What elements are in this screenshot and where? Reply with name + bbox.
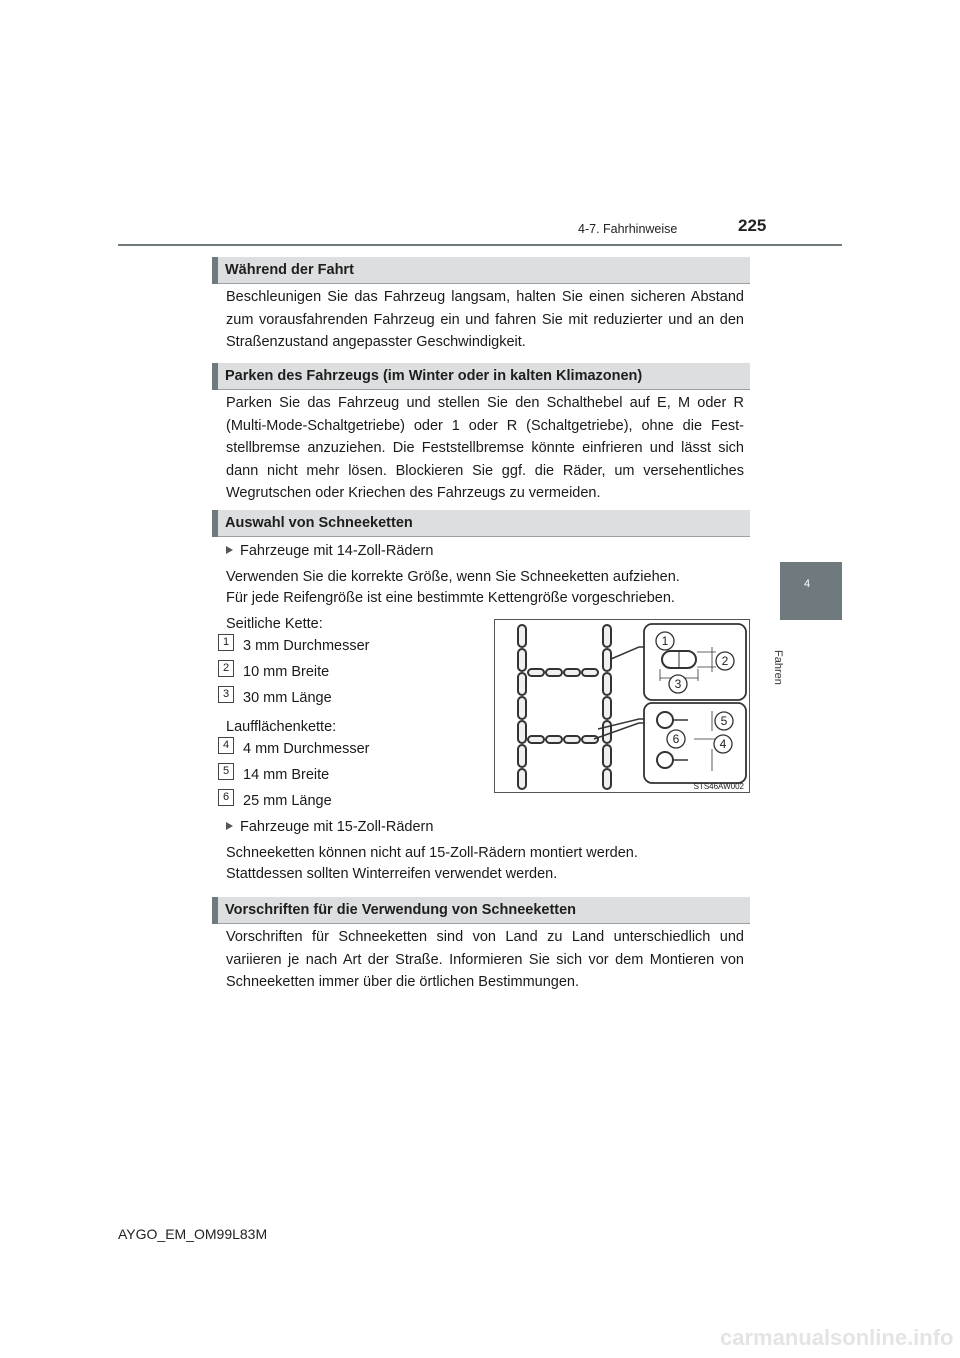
bullet-triangle-icon bbox=[226, 822, 233, 830]
callout-5: 5 bbox=[218, 763, 234, 780]
section-header-while-driving: Während der Fahrt bbox=[212, 257, 750, 284]
item-text-1: 3 mm Durchmesser bbox=[243, 638, 370, 654]
callout-6: 6 bbox=[218, 789, 234, 806]
section-header-parking: Parken des Fahrzeugs (im Winter oder in kalten Klimazonen) bbox=[212, 363, 750, 390]
chains-line-4: Stattdessen sollten Winterreifen verwendet werden. bbox=[226, 866, 558, 882]
watermark: carmanualsonline.info bbox=[720, 1325, 954, 1350]
bullet-15-inch: Fahrzeuge mit 15-Zoll-Rädern bbox=[226, 819, 433, 835]
chains-line-2: Für jede Reifengröße ist eine bestimmte Kettengröße vorgeschrieben. bbox=[226, 590, 675, 606]
chapter-number: 4 bbox=[804, 578, 811, 590]
callout-2: 2 bbox=[218, 660, 234, 677]
tread-chain-label: Laufflächenkette: bbox=[226, 719, 337, 735]
item-text-4: 4 mm Durchmesser bbox=[243, 741, 370, 757]
header-rule bbox=[118, 244, 842, 246]
bullet-triangle-icon bbox=[226, 546, 233, 554]
callout-1: 1 bbox=[218, 634, 234, 651]
document-id: AYGO_EM_OM99L83M bbox=[118, 1226, 268, 1242]
callout-3: 3 bbox=[218, 686, 234, 703]
figure-callout-3: 3 bbox=[674, 677, 682, 691]
item-text-3: 30 mm Länge bbox=[243, 690, 332, 706]
chapter-label: Fahren bbox=[772, 650, 784, 685]
item-text-6: 25 mm Länge bbox=[243, 793, 332, 809]
paragraph-regulations: Vorschriften für Schneeketten sind von Land zu Land unterschiedlich und variieren je nach Art der Straße. Informieren Sie sich vor dem Montieren von Schneeketten immer über die örtlichen Bestimmungen. bbox=[226, 929, 744, 990]
callout-4: 4 bbox=[218, 737, 234, 754]
chains-line-1: Verwenden Sie die korrekte Größe, wenn Sie Schneeketten aufziehen. bbox=[226, 569, 680, 585]
chapter-tab bbox=[780, 562, 842, 620]
page-number: 225 bbox=[738, 216, 767, 235]
section-header-regulations: Vorschriften für die Verwendung von Schneeketten bbox=[212, 897, 750, 924]
figure-callout-5: 5 bbox=[720, 714, 728, 728]
item-text-2: 10 mm Breite bbox=[243, 664, 330, 680]
section-header-snow-chains: Auswahl von Schneeketten bbox=[212, 510, 750, 537]
snow-chain-figure bbox=[494, 619, 750, 793]
snow-chain-illustration bbox=[494, 619, 750, 793]
figure-callout-2: 2 bbox=[721, 654, 729, 668]
chains-line-3: Schneeketten können nicht auf 15-Zoll-Rädern montiert werden. bbox=[226, 845, 638, 861]
bullet-14-inch: Fahrzeuge mit 14-Zoll-Rädern bbox=[226, 543, 433, 559]
side-chain-label: Seitliche Kette: bbox=[226, 616, 323, 632]
figure-code: STS46AW002 bbox=[693, 782, 744, 791]
figure-callout-4: 4 bbox=[719, 737, 727, 751]
item-text-5: 14 mm Breite bbox=[243, 767, 330, 783]
figure-callout-1: 1 bbox=[661, 634, 669, 648]
figure-callout-6: 6 bbox=[672, 732, 680, 746]
running-header: 4-7. Fahrhinweise bbox=[578, 222, 678, 236]
paragraph-parking: Parken Sie das Fahrzeug und stellen Sie den Schalthebel auf E, M oder R (Multi-Mode-Schaltgetriebe) oder 1 oder R (Schaltgetriebe), ohne die Fest-stellbremse anzuziehen. Die Feststellbremse könnte einfrieren und lässt sich dann nicht mehr lösen. Blockieren Sie ggf. die Räder, um versehentliches Wegrutschen oder Kriechen des Fahrzeugs zu vermeiden. bbox=[226, 395, 744, 501]
paragraph-while-driving: Beschleunigen Sie das Fahrzeug langsam, halten Sie einen sicheren Abstand zum vorausfahrenden Fahrzeug ein und fahren Sie mit reduzierter und an den Straßenzustand angepasster Geschwindigkeit. bbox=[226, 289, 744, 350]
